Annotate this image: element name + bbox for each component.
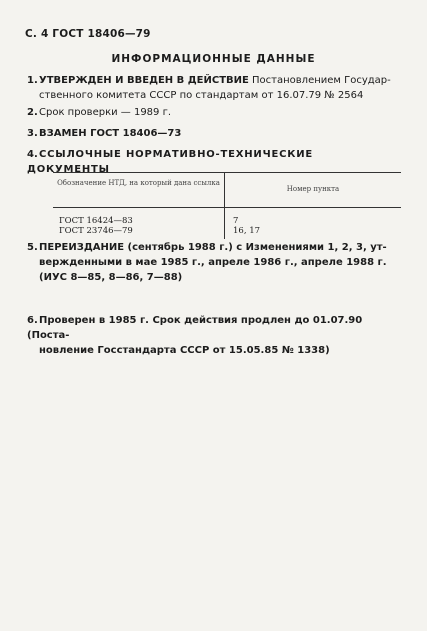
extended-text-line2: новление Госстандарта СССР от 15.05.85 № 1338) bbox=[39, 345, 330, 356]
item-number: 4. bbox=[27, 149, 38, 160]
reissue-text-line3: (ИУС 8—85, 8—86, 7—88) bbox=[39, 272, 183, 283]
item-replaces bbox=[27, 126, 399, 141]
table-cell-doc: ГОСТ 23746—79 bbox=[59, 226, 133, 236]
item-review bbox=[27, 105, 399, 120]
section-title: ИНФОРМАЦИОННЫЕ ДАННЫЕ bbox=[111, 53, 316, 65]
table-cell-doc: ГОСТ 16424—83 bbox=[59, 216, 133, 226]
item-reissue bbox=[27, 240, 399, 285]
approved-text-line1: Постановлением Государ- bbox=[248, 75, 391, 86]
reissue-text-line2: вержденными в мае 1985 г., апреле 1986 г., апреле 1988 г. bbox=[39, 257, 387, 268]
extended-text-line1: Проверен в 1985 г. Срок действия продлен до 01.07.90 (Поста- bbox=[27, 315, 363, 341]
table-cell-clause: 7 bbox=[233, 216, 239, 226]
table-header-row bbox=[53, 173, 401, 208]
item-number: 6. bbox=[27, 315, 38, 326]
table-body bbox=[53, 208, 401, 239]
item-number: 1. bbox=[27, 75, 38, 86]
item-approved bbox=[27, 73, 399, 103]
approved-heading: УТВЕРЖДЕН И ВВЕДЕН В ДЕЙСТВИЕ bbox=[39, 75, 249, 86]
replaces-text: ВЗАМЕН ГОСТ 18406—73 bbox=[39, 128, 182, 139]
references-table bbox=[53, 172, 401, 239]
page-header: С. 4 ГОСТ 18406—79 bbox=[25, 28, 151, 40]
reissue-text-line1: ПЕРЕИЗДАНИЕ (сентябрь 1988 г.) с Изменениями 1, 2, 3, ут- bbox=[39, 242, 387, 253]
item-number: 2. bbox=[27, 107, 38, 118]
review-text: Срок проверки — 1989 г. bbox=[39, 107, 172, 118]
references-heading: ССЫЛОЧНЫЕ НОРМАТИВНО-ТЕХНИЧЕСКИЕ ДОКУМЕНТЫ bbox=[27, 149, 314, 175]
item-extended bbox=[27, 313, 399, 358]
approved-text-line2: ственного комитета СССР по стандартам от 16.07.79 № 2564 bbox=[39, 90, 364, 101]
table-doc-column bbox=[53, 208, 225, 239]
table-header-clause: Номер пункта bbox=[286, 185, 340, 193]
table-clause-column bbox=[225, 208, 401, 239]
item-number: 5. bbox=[27, 242, 38, 253]
table-cell-clause: 16, 17 bbox=[233, 226, 261, 236]
item-number: 3. bbox=[27, 128, 38, 139]
table-header-doc: Обозначение НТД, на который дана ссылка bbox=[53, 173, 225, 207]
